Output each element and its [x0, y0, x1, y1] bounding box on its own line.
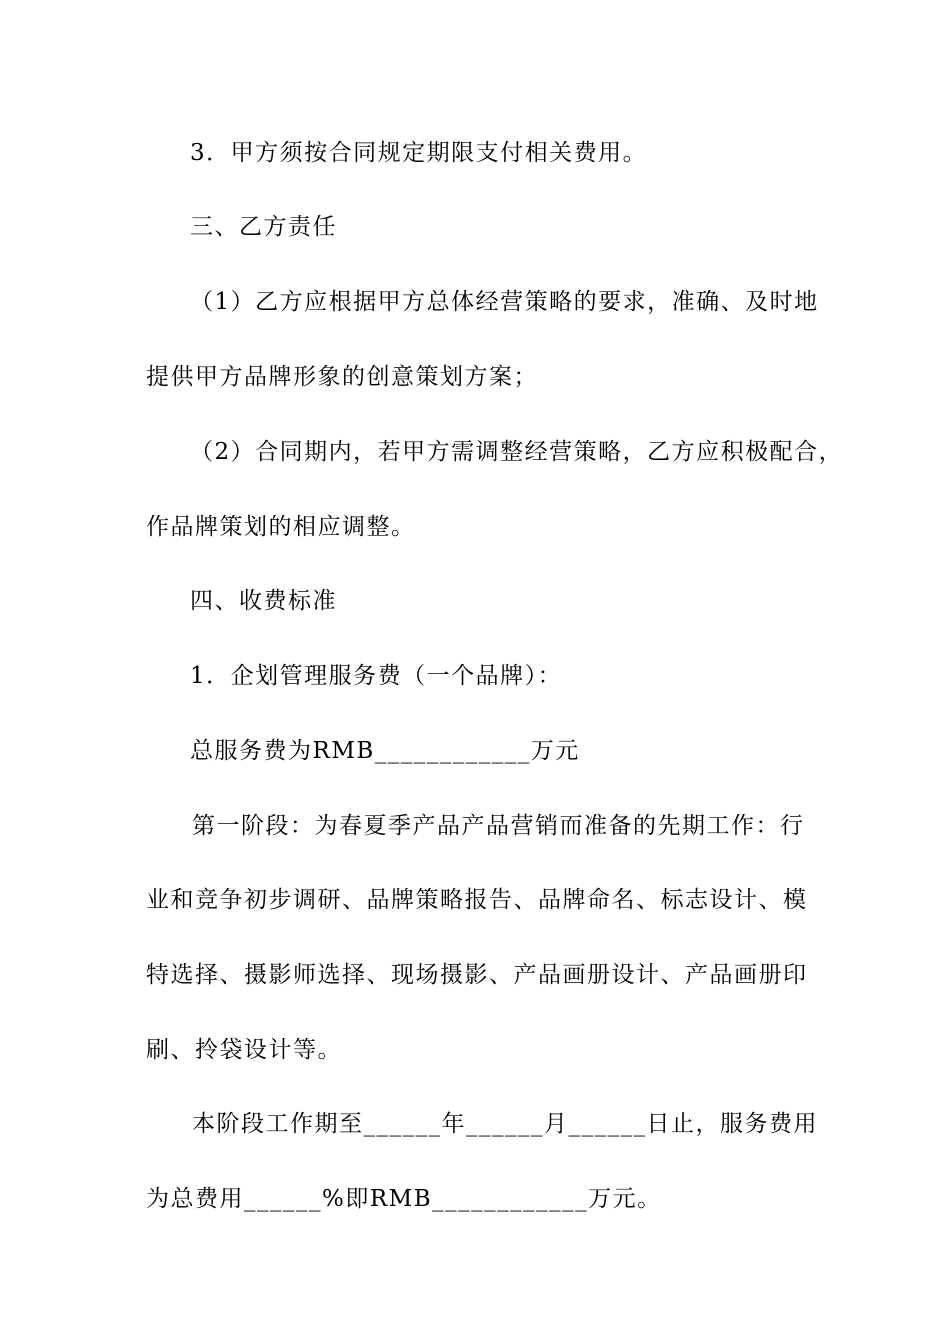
paragraph-line: （2）合同期内，若甲方需调整经营策略，乙方应积极配合，: [190, 439, 844, 465]
paragraph-line: （1）乙方应根据甲方总体经营策略的要求，准确、及时地: [190, 289, 819, 315]
clause-3-payment: 3．甲方须按合同规定期限支付相关费用。: [190, 140, 648, 166]
paragraph-line: 第一阶段：为春夏季产品产品营销而准备的先期工作：行: [192, 813, 805, 839]
paragraph-line: 本阶段工作期至______年______月______日止，服务费用: [192, 1111, 818, 1137]
section-heading-fees: 四、收费标准: [190, 588, 337, 614]
paragraph-line: 作品牌策划的相应调整。: [146, 514, 416, 540]
paragraph-line: 特选择、摄影师选择、现场摄影、产品画册设计、产品画册印: [146, 962, 808, 988]
paragraph-line: 刷、拎袋设计等。: [146, 1037, 342, 1063]
section-heading-party-b: 三、乙方责任: [190, 214, 337, 240]
fee-item-heading: 1．企划管理服务费（一个品牌）：: [190, 663, 563, 689]
paragraph-line: 业和竞争初步调研、品牌策略报告、品牌命名、标志设计、模: [146, 887, 808, 913]
paragraph-line: 为总费用______%即RMB____________万元。: [146, 1186, 662, 1212]
total-fee-line: 总服务费为RMB____________万元: [190, 738, 580, 764]
paragraph-line: 提供甲方品牌形象的创意策划方案；: [146, 364, 538, 390]
